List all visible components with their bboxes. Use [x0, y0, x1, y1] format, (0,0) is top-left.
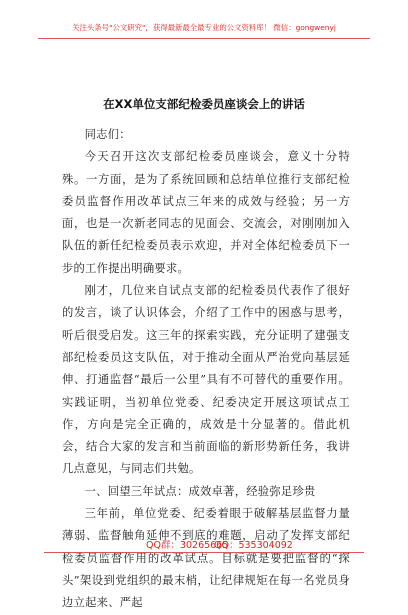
paragraph: 今天召开这次支部纪检委员座谈会，意义十分特殊。一方面，是为了系统回顾和总结单位推行支部纪检委员监督作用改革试点三年来的成效与经验；另一方面，也是一次新老同志的见面会、交流会，对刚刚加入队伍的新任纪检委员表示欢迎，并对全体纪检委员下一步的工作提出明确要求。	[62, 150, 350, 275]
section-heading: 一、回望三年试点：成效卓著，经验弥足珍贵	[84, 484, 316, 498]
footer-qq-group: QQ群：30265665	[146, 540, 229, 551]
footer-divider	[44, 552, 364, 553]
paragraph: 三年前，单位党委、纪委着眼于破解基层监督力量薄弱、监督触角延伸不到底的难题，启动了发挥支部纪检委员监督作用的改革试点。目标就是要把监督的“探头”架设到党组织的最末梢，让纪律规矩在每一名党员身边立起来、严起	[62, 507, 350, 610]
header-divider	[38, 38, 370, 39]
footer-qq: QQ：535304092	[214, 540, 293, 551]
header-banner: 关注头条号"公文研究"，获得最新最全最专业的公文资料库！ 微信：gongwenyj	[72, 23, 336, 32]
document-title: 在XX单位支部纪检委员座谈会上的讲话	[103, 97, 305, 111]
greeting: 同志们：	[84, 128, 131, 141]
paragraph: 刚才，几位来自试点支部的纪检委员代表作了很好的发言，谈了认识体会，介绍了工作中的困惑与思考，听后很受启发。这三年的探索实践，充分证明了建强支部纪检委员这支队伍，对于推动全面从严治党向基层延伸、打通监督“最后一公里”具有不可替代的重要作用。实践证明，当初单位党委、纪委决定开展这项试点工作，方向是完全正确的，成效是十分显著的。借此机会，结合大家的发言和当前面临的新形势新任务，我讲几点意见，与同志们共勉。	[62, 284, 350, 476]
